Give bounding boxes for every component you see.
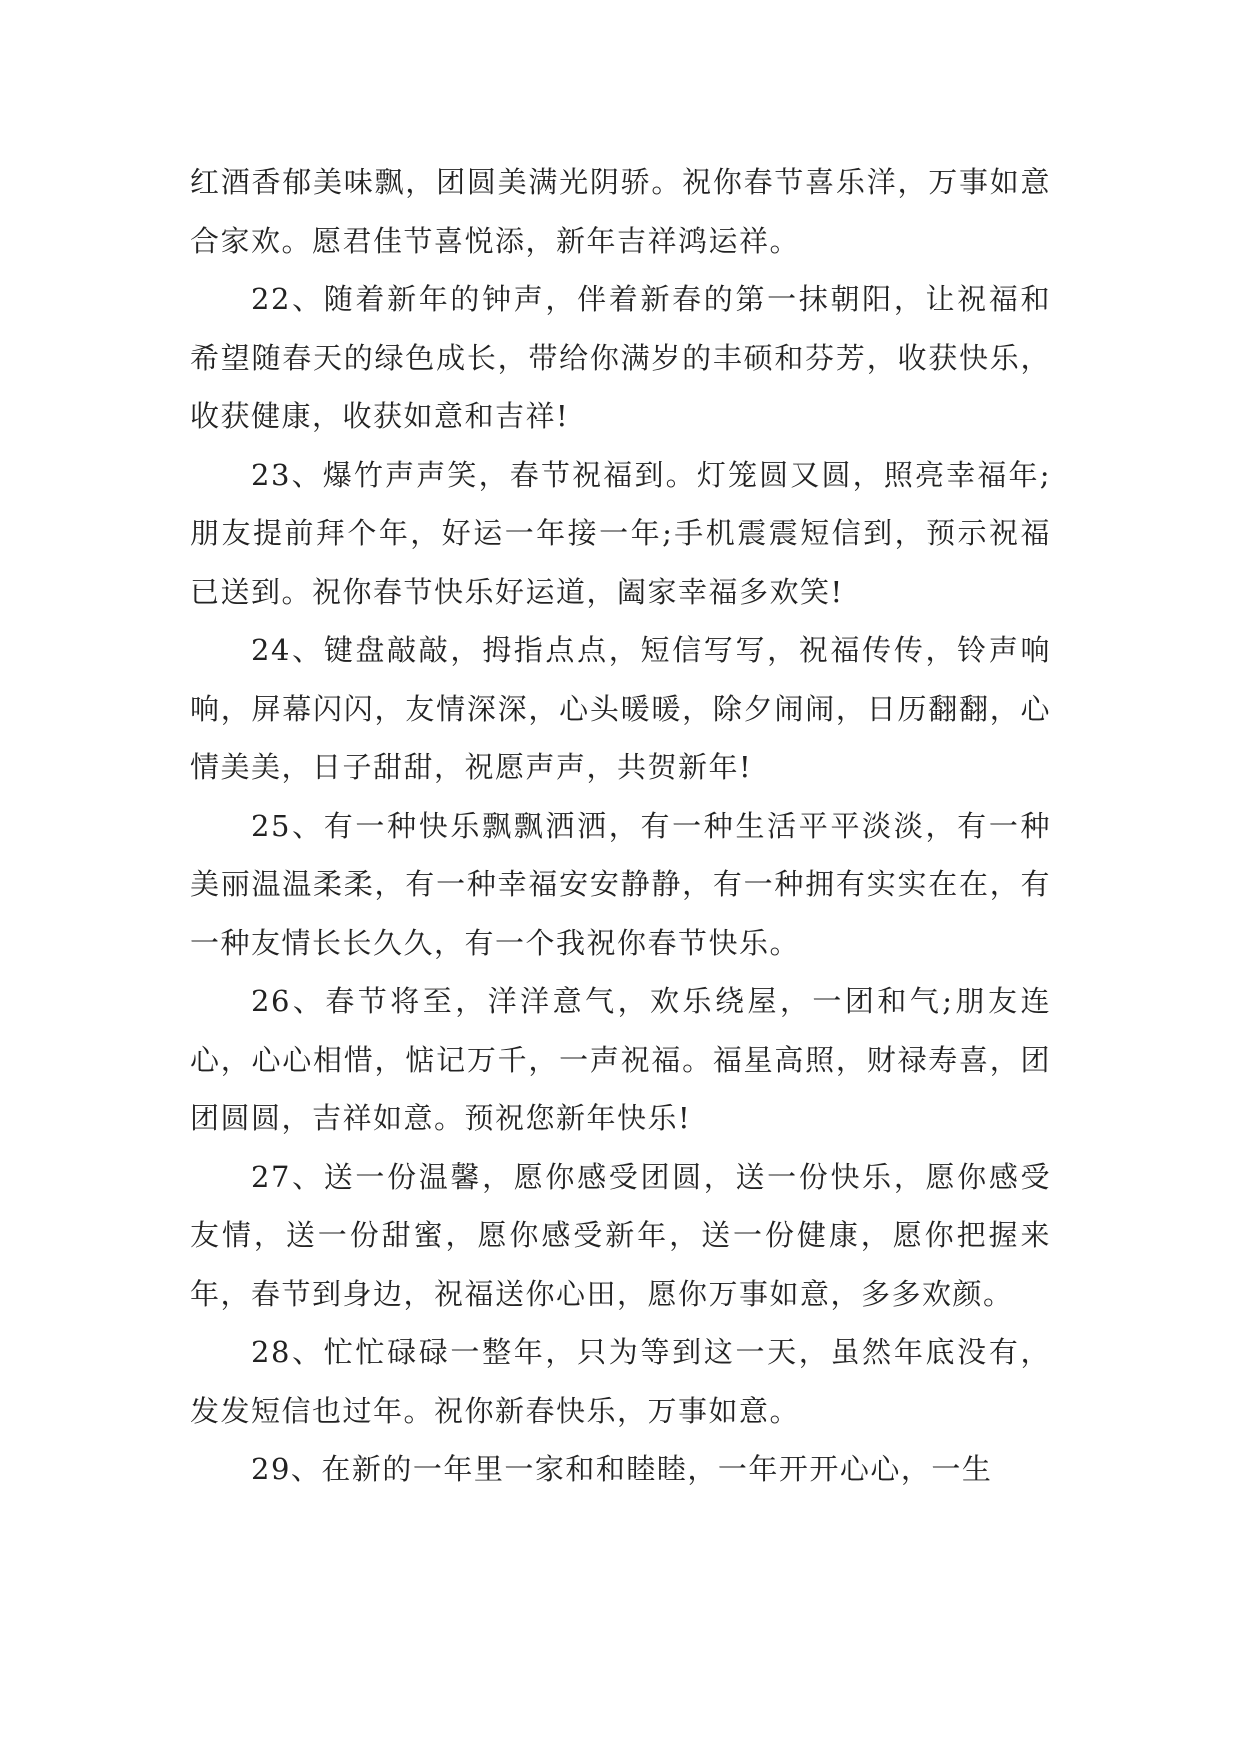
paragraph-28: 28、忙忙碌碌一整年，只为等到这一天，虽然年底没有，发发短信也过年。祝你新春快乐，万事如意。 <box>190 1335 1051 1428</box>
paragraph-24: 24、键盘敲敲，拇指点点，短信写写，祝福传传，铃声响响，屏幕闪闪，友情深深，心头暖暖，除夕闹闹，日历翻翻，心情美美，日子甜甜，祝愿声声，共贺新年! <box>190 633 1051 784</box>
paragraph-23: 23、爆竹声声笑，春节祝福到。灯笼圆又圆，照亮幸福年;朋友提前拜个年，好运一年接一年;手机震震短信到，预示祝福已送到。祝你春节快乐好运道，阖家幸福多欢笑! <box>190 457 1051 609</box>
document-page <box>190 153 1051 1499</box>
paragraph-29: 29、在新的一年里一家和和睦睦，一年开开心心，一生 <box>251 1452 993 1486</box>
paragraph-26: 26、春节将至，洋洋意气，欢乐绕屋，一团和气;朋友连心，心心相惜，惦记万千，一声祝福。福星高照，财禄寿喜，团团圆圆，吉祥如意。预祝您新年快乐! <box>190 984 1051 1135</box>
paragraph-25: 25、有一种快乐飘飘洒洒，有一种生活平平淡淡，有一种美丽温温柔柔，有一种幸福安安静静，有一种拥有实实在在，有一种友情长长久久，有一个我祝你春节快乐。 <box>190 808 1051 960</box>
paragraph-27: 27、送一份温馨，愿你感受团圆，送一份快乐，愿你感受友情，送一份甜蜜，愿你感受新年，送一份健康，愿你把握来年，春节到身边，祝福送你心田，愿你万事如意，多多欢颜。 <box>190 1159 1051 1311</box>
paragraph-22: 22、随着新年的钟声，伴着新春的第一抹朝阳，让祝福和希望随春天的绿色成长，带给你满岁的丰硕和芬芳，收获快乐，收获健康，收获如意和吉祥! <box>190 282 1051 433</box>
paragraph-continuation: 红酒香郁美味飘，团圆美满光阴骄。祝你春节喜乐洋，万事如意合家欢。愿君佳节喜悦添，新年吉祥鸿运祥。 <box>190 165 1051 258</box>
